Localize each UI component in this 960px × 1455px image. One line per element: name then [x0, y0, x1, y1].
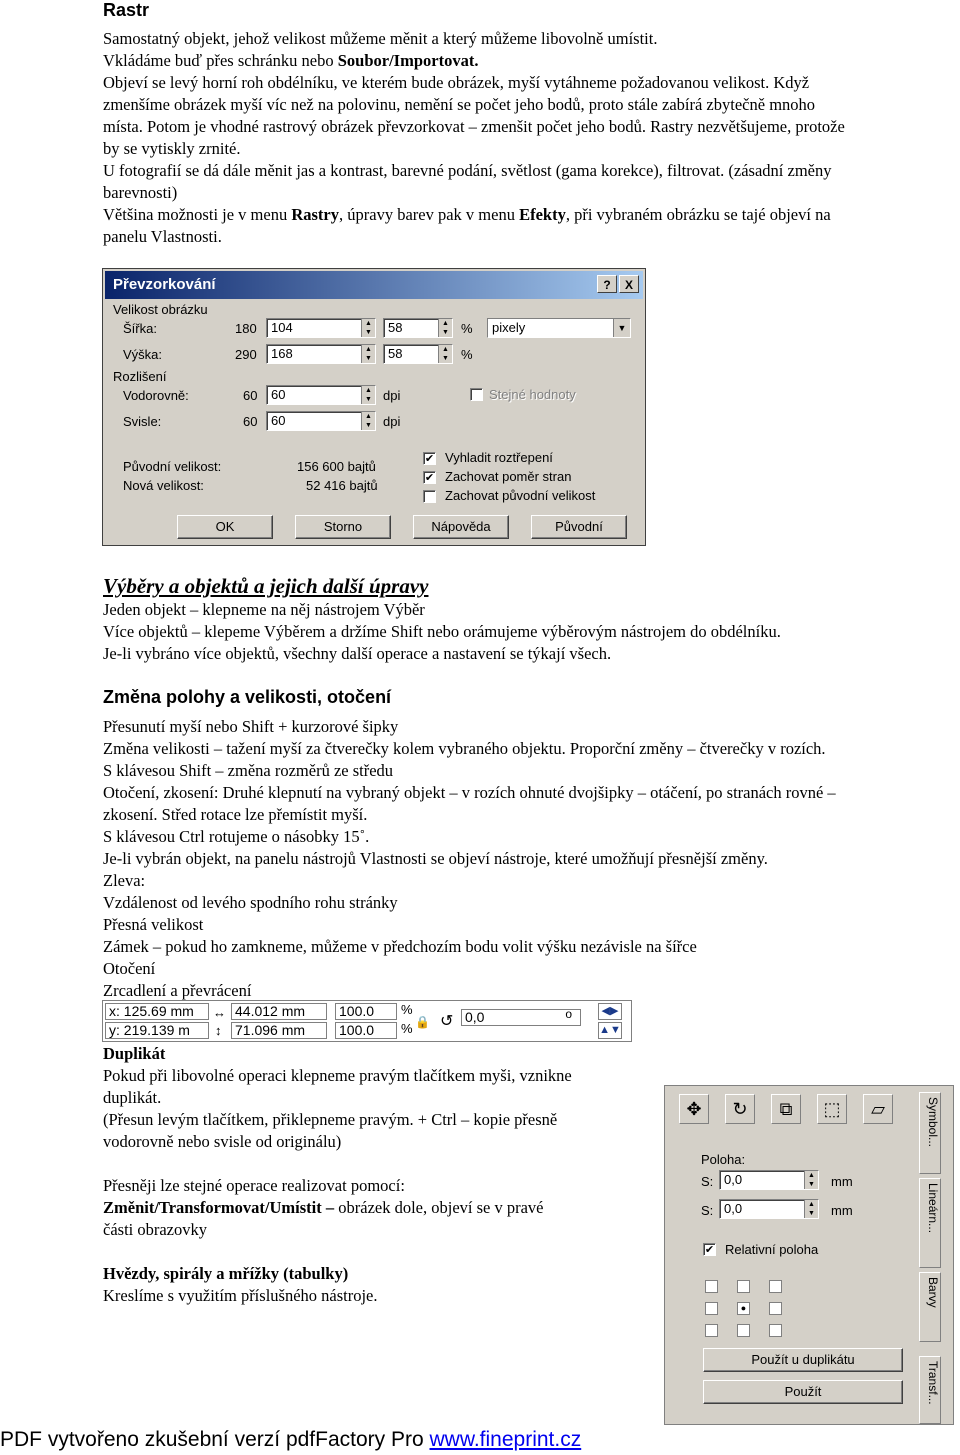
anchor-bottom-right-checkbox[interactable] — [769, 1324, 782, 1337]
move-tool-icon[interactable]: ✥ — [679, 1094, 709, 1124]
anchor-top-center-checkbox[interactable] — [737, 1280, 750, 1293]
width-arrow-icon: ↔ — [213, 1005, 226, 1020]
original-size-value: 156 600 bajtů — [297, 459, 376, 474]
close-button[interactable]: X — [619, 275, 639, 293]
anchor-top-left-checkbox[interactable] — [705, 1280, 718, 1293]
percent-symbol: % — [461, 347, 473, 362]
lock-icon[interactable]: 🔒 — [415, 1015, 430, 1029]
paragraph-line: Otočení — [103, 959, 156, 978]
anchor-middle-left-checkbox[interactable] — [705, 1302, 718, 1315]
menu-path-bold: Změnit/Transformovat/Umístit – — [103, 1198, 335, 1217]
resample-dialog — [102, 268, 646, 546]
paragraph-line: Kreslíme s využitím příslušného nástroje. — [103, 1286, 378, 1305]
section-heading-rastr: Rastr — [103, 0, 150, 20]
degree-symbol: o — [565, 1007, 572, 1021]
horizontal-label: Vodorovně: — [123, 388, 189, 403]
same-values-label: Stejné hodnoty — [489, 387, 576, 402]
dpi-unit: dpi — [383, 414, 401, 429]
tab-linear[interactable]: Lineárn... — [919, 1178, 941, 1268]
original-size-label: Původní velikost: — [123, 459, 222, 474]
paragraph-line: Přesunutí myší nebo Shift + kurzorové šipky — [103, 717, 399, 736]
paragraph-line: (Přesun levým tlačítkem, přiklepneme pravým. + Ctrl – kopie přesně — [103, 1110, 558, 1129]
width-label: Šířka: — [123, 321, 157, 336]
group-label-resolution: Rozlišení — [113, 369, 167, 384]
unit-label: mm — [831, 1203, 853, 1218]
vertical-original-value: 60 — [243, 414, 258, 429]
width-spinner[interactable]: ▲ ▼ — [361, 319, 375, 337]
menu-path-bold: Soubor/Importovat. — [337, 51, 479, 70]
text-run: Většina možnosti je v menu — [103, 205, 292, 224]
help-button[interactable]: Nápověda — [413, 515, 509, 539]
footer-text: PDF vytvořeno zkušební verzí pdfFactory Pro — [0, 1428, 430, 1451]
vertical-dpi-value: 60 — [271, 413, 286, 428]
percent-symbol: % — [401, 1021, 413, 1036]
vertical-position-value: 0,0 — [724, 1201, 743, 1216]
anchor-bottom-center-checkbox[interactable] — [737, 1324, 750, 1337]
horizontal-position-spinner[interactable]: ▲ ▼ — [804, 1171, 818, 1189]
scale-x-field[interactable]: 100.0 — [335, 1003, 397, 1020]
paragraph-line: duplikát. — [103, 1088, 162, 1107]
horizontal-position-input[interactable] — [719, 1170, 819, 1190]
paragraph-line: Otočení, zkosení: Druhé klepnutí na vybraný objekt – v rozích ohnuté dvojšipky – otáčení, po stranách rovné – — [103, 783, 836, 802]
height-label: Výška: — [123, 347, 163, 362]
paragraph-line: Přesná velikost — [103, 915, 204, 934]
paragraph-line: místa. Potom je vhodné rastrový obrázek převzorkovat – zmenšit počet jeho bodů. Rastry nezvětšujeme, protože — [103, 117, 845, 136]
size-tool-icon[interactable]: ⬚ — [817, 1094, 847, 1124]
pdf-footer — [0, 1428, 581, 1452]
width-percent-input[interactable] — [383, 318, 453, 338]
scale-y-field[interactable]: 100.0 — [335, 1022, 397, 1039]
y-position-field[interactable]: y: 219.139 m — [105, 1022, 209, 1039]
smooth-label: Vyhladit roztřepení — [445, 450, 553, 465]
mirror-tool-icon[interactable]: ⧉ — [771, 1094, 801, 1124]
paragraph-line: barevnosti) — [103, 183, 178, 202]
section-heading-position: Změna polohy a velikosti, otočení — [103, 687, 392, 707]
horizontal-original-value: 60 — [243, 388, 258, 403]
x-position-field[interactable]: x: 125.69 mm — [105, 1003, 209, 1020]
horizontal-dpi-value: 60 — [271, 387, 286, 402]
horizontal-label: S: — [701, 1174, 714, 1189]
height-percent-spinner[interactable]: ▲ ▼ — [438, 345, 452, 363]
relative-position-checkbox[interactable]: ✔ — [704, 1244, 715, 1256]
mirror-horizontal-icon[interactable]: ◀▶ — [598, 1003, 622, 1020]
keep-original-size-checkbox[interactable] — [423, 490, 436, 503]
horizontal-dpi-spinner[interactable]: ▲ ▼ — [361, 386, 375, 404]
paragraph-line: zmenšíme obrázek myší víc než na polovinu, nemění se počet jeho bodů, proto stále zabírá zbytečně mnoho — [103, 95, 816, 114]
paragraph-line: Více objektů – klepeme Výběrem a držíme Shift nebo orámujeme výběrovým nástrojem do obdélníku. — [103, 622, 781, 641]
percent-symbol: % — [461, 321, 473, 336]
paragraph-line: panelu Vlastnosti. — [103, 227, 222, 246]
rotation-angle-field[interactable] — [461, 1009, 581, 1026]
apply-button[interactable]: Použít — [703, 1380, 903, 1404]
paragraph-line: U fotografií se dá dále měnit jas a kontrast, barevné podání, světlost (gama korekce), filtrovat. (zásadní změny — [103, 161, 832, 180]
new-size-label: Nová velikost: — [123, 478, 204, 493]
paragraph-line: vodorovně nebo svisle od originálu) — [103, 1132, 342, 1151]
rotate-tool-icon[interactable]: ↻ — [725, 1094, 755, 1124]
paragraph-line: Zámek – pokud ho zamkneme, můžeme v předchozím bodu volit výšku nezávisle na šířce — [103, 937, 697, 956]
paragraph-line: Samostatný objekt, jehož velikost můžeme měnit a který můžeme libovolně umístit. — [103, 29, 658, 48]
tab-transform[interactable]: Transf... — [919, 1356, 941, 1424]
dialog-titlebar — [105, 271, 643, 299]
property-bar — [102, 1000, 632, 1042]
anchor-bottom-left-checkbox[interactable] — [705, 1324, 718, 1337]
cancel-button[interactable]: Storno — [295, 515, 391, 539]
text-run: , při vybraném obrázku se tajé objeví na — [565, 205, 831, 224]
height-field[interactable]: 71.096 mm — [231, 1022, 327, 1039]
smooth-checkbox[interactable]: ✔ — [424, 453, 435, 465]
width-input[interactable] — [266, 318, 376, 338]
menu-name-bold: Efekty — [519, 205, 566, 224]
width-original-value: 180 — [235, 321, 257, 336]
help-question-button[interactable]: ? — [597, 275, 617, 293]
percent-symbol: % — [401, 1002, 413, 1017]
height-input-value: 168 — [271, 346, 293, 361]
height-percent-value: 58 — [388, 346, 403, 361]
rotation-angle-value: 0,0 — [465, 1009, 485, 1025]
paragraph-line: Zleva: — [103, 871, 146, 890]
tab-symbol[interactable]: Symbol... — [919, 1092, 941, 1174]
apply-to-duplicate-button[interactable]: Použít u duplikátu — [703, 1348, 903, 1372]
width-input-value: 104 — [271, 320, 293, 335]
paragraph-line — [103, 50, 478, 72]
paragraph-line: Zrcadlení a převrácení — [103, 981, 252, 1000]
tab-colors[interactable]: Barvy — [919, 1272, 941, 1342]
paragraph-line: S klávesou Shift – změna rozměrů ze středu — [103, 761, 394, 780]
vertical-label: S: — [701, 1203, 714, 1218]
unit-label: mm — [831, 1174, 853, 1189]
horizontal-position-value: 0,0 — [724, 1172, 743, 1187]
footer-link[interactable]: www.fineprint.cz — [429, 1428, 582, 1451]
skew-tool-icon[interactable]: ▱ — [863, 1094, 893, 1124]
dialog-title: Převzorkování — [113, 276, 216, 293]
dpi-unit: dpi — [383, 388, 401, 403]
height-original-value: 290 — [235, 347, 257, 362]
paragraph-line: S klávesou Ctrl rotujeme o násobky 15˚. — [103, 827, 370, 846]
paragraph-line: části obrazovky — [103, 1220, 208, 1239]
width-percent-value: 58 — [388, 320, 403, 335]
paragraph-line: by se vytiskly zrnité. — [103, 139, 241, 158]
text-run: Vkládáme buď přes schránku nebo — [103, 51, 338, 70]
paragraph-line: Je-li vybrán objekt, na panelu nástrojů Vlastnosti se objeví nástroje, které umožňují přesnější změny. — [103, 849, 768, 868]
horizontal-dpi-input[interactable] — [266, 385, 376, 405]
paragraph-line: Jeden objekt – klepneme na něj nástrojem Výběr — [103, 600, 425, 619]
paragraph-line: Změna velikosti – tažení myší za čtverečky kolem vybraného objektu. Proporční změny – čtverečky v rozích. — [103, 739, 826, 758]
text-run: obrázek dole, objeví se v pravé — [334, 1198, 544, 1217]
keep-ratio-checkbox[interactable]: ✔ — [424, 472, 435, 484]
paragraph-line — [103, 1197, 544, 1219]
section-heading-duplicate: Duplikát — [103, 1044, 166, 1063]
paragraph-line: zkosení. Střed rotace lze přemístit myší. — [103, 805, 368, 824]
height-input[interactable] — [266, 344, 376, 364]
menu-name-bold: Rastry — [291, 205, 339, 224]
paragraph-line: Je-li vybráno více objektů, všechny další operace a nastavení se týkají všech. — [103, 644, 612, 663]
height-arrow-icon: ↕ — [215, 1023, 222, 1038]
chevron-down-icon[interactable]: ▼ — [613, 319, 630, 337]
transform-docker — [664, 1085, 954, 1425]
paragraph-line — [103, 204, 831, 226]
paragraph-line: Objeví se levý horní roh obdélníku, ve kterém bude obrázek, myší vytáhneme požadovanou velikost. Když — [103, 73, 810, 92]
text-run: , úpravy barev pak v menu — [339, 205, 520, 224]
new-size-value: 52 416 bajtů — [306, 478, 378, 493]
same-values-checkbox[interactable] — [470, 388, 483, 401]
height-spinner[interactable]: ▲ ▼ — [361, 345, 375, 363]
unit-select[interactable] — [487, 318, 631, 338]
vertical-dpi-spinner[interactable]: ▲ ▼ — [361, 412, 375, 430]
position-label: Poloha: — [701, 1152, 746, 1167]
keep-original-size-label: Zachovat původní velikost — [445, 488, 596, 503]
group-label-image-size: Velikost obrázku — [113, 302, 208, 317]
vertical-label: Svisle: — [123, 414, 162, 429]
original-button[interactable]: Původní — [531, 515, 627, 539]
mirror-vertical-icon[interactable]: ▲▼ — [598, 1022, 622, 1039]
relative-position-label: Relativní poloha — [725, 1242, 819, 1257]
paragraph-line: Přesněji lze stejné operace realizovat pomocí: — [103, 1176, 405, 1195]
anchor-middle-right-checkbox[interactable] — [769, 1302, 782, 1315]
vertical-position-input[interactable] — [719, 1199, 819, 1219]
width-percent-spinner[interactable]: ▲ ▼ — [438, 319, 452, 337]
anchor-center-checkbox[interactable]: ● — [737, 1302, 750, 1315]
section-heading-stars: Hvězdy, spirály a mřížky (tabulky) — [103, 1264, 349, 1283]
paragraph-line: Pokud při libovolné operaci klepneme pravým tlačítkem myši, vznikne — [103, 1066, 572, 1085]
ok-button[interactable]: OK — [177, 515, 273, 539]
anchor-top-right-checkbox[interactable] — [769, 1280, 782, 1293]
width-field[interactable]: 44.012 mm — [231, 1003, 327, 1020]
unit-select-value: pixely — [492, 320, 526, 335]
vertical-position-spinner[interactable]: ▲ ▼ — [804, 1200, 818, 1218]
rotate-icon: ↺ — [440, 1013, 454, 1030]
keep-ratio-label: Zachovat poměr stran — [445, 469, 572, 484]
vertical-dpi-input[interactable] — [266, 411, 376, 431]
height-percent-input[interactable] — [383, 344, 453, 364]
section-heading-selection: Výběry a objektů a jejich další úpravy — [103, 574, 429, 598]
paragraph-line: Vzdálenost od levého spodního rohu stránky — [103, 893, 398, 912]
